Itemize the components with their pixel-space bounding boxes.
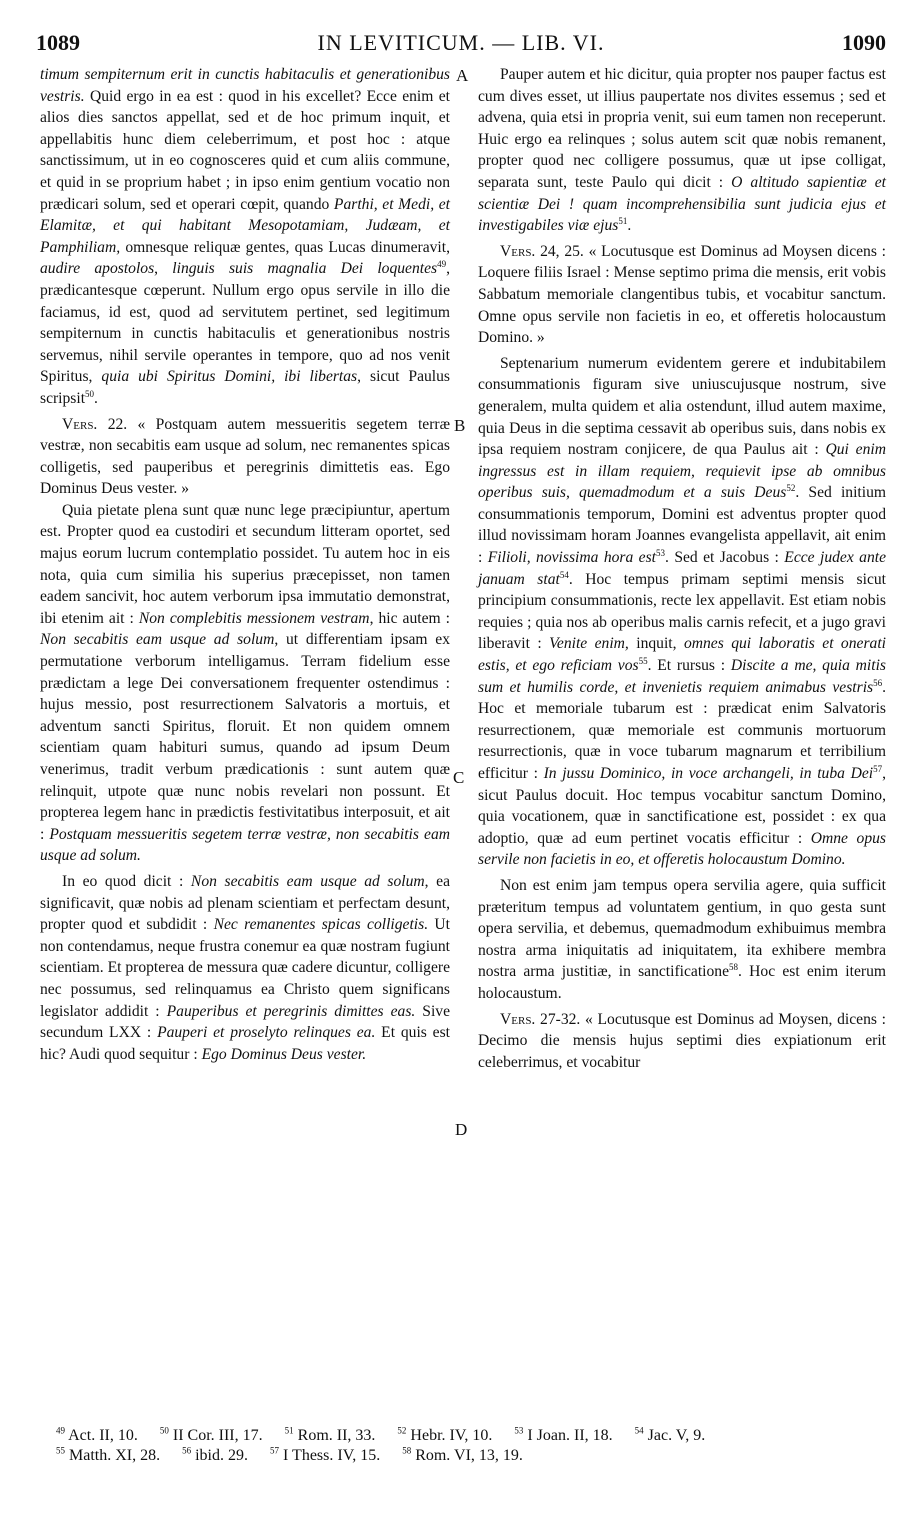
- verse-label: Vers.: [62, 415, 98, 433]
- footnote: [285, 1427, 376, 1444]
- text-run: , hic autem :: [369, 609, 450, 627]
- footnote-number: 53: [514, 1425, 524, 1436]
- text-run: . Hoc et memoriale tubarum est : prædicat enim Salvatoris resurrectionem, quæ memoriale est communis mortuorum resurrectionis, quæ in voce tubarum magnarum et terribilium efficitur :: [478, 678, 886, 782]
- footnote: [514, 1427, 612, 1444]
- text-run: .: [627, 217, 632, 235]
- margin-marker-d: D: [455, 1120, 468, 1139]
- italic-quotation: Ego Dominus Deus vester.: [201, 1045, 367, 1063]
- footnote-ref: 57: [873, 763, 883, 774]
- italic-quotation: Nec remanentes spicas colligetis.: [213, 916, 429, 934]
- footnote-ref: 51: [618, 215, 628, 226]
- italic-quotation: Postquam messueritis segetem terræ vestræ, non secabitis eam usque ad solum.: [40, 825, 450, 865]
- italic-quotation: Pauperi et proselyto relinques ea.: [157, 1024, 376, 1042]
- margin-marker-a: A: [456, 66, 469, 85]
- text-run: 27-32. « Locutusque est Dominus ad Moysen, dicens : Decimo die mensis hujus septimi dies expiationum erit celeberrimus, et vocabitur: [478, 1010, 886, 1071]
- text-run: inquit,: [628, 635, 684, 653]
- footnote-line: [56, 1446, 896, 1466]
- footnote-ref: 58: [729, 962, 739, 973]
- paragraph: [478, 875, 886, 1005]
- footnote-number: 52: [397, 1425, 407, 1436]
- footnote-text: Hebr. IV, 10.: [406, 1427, 493, 1444]
- paragraph: [40, 64, 450, 410]
- paragraph: [478, 64, 886, 237]
- footnote-text: Rom. VI, 13, 19.: [411, 1447, 523, 1464]
- italic-quotation: Ecce judex ante januam stat: [478, 549, 887, 588]
- italic-quotation: timum sempiternum erit in cunctis habitaculis et generationibus vestris.: [40, 66, 450, 105]
- text-run: , sicut Paulus scripsit: [40, 368, 450, 407]
- paragraph: [40, 871, 450, 1065]
- page-header: [36, 30, 886, 60]
- footnote-text: Rom. II, 33.: [293, 1427, 376, 1444]
- footnote: [56, 1427, 138, 1444]
- footnote-number: 50: [159, 1425, 169, 1436]
- footnote-number: 55: [56, 1445, 65, 1456]
- text-run: Pauper autem et hic dicitur, quia propter nos pauper factus est cum dives esset, ut illius paupertate nos divites essemus ; sed et advena, quia etsi in propria venit, sui eum tamen non receperunt. Huic ergo ea relinques ; solus autem scit quæ nobis remanent, propter quod nec colligere possumus, quæ ut ipse colligat, separata sunt, teste Paulo qui dicit :: [478, 66, 886, 191]
- page-number-left: 1089: [36, 30, 80, 55]
- text-run: .: [94, 389, 98, 407]
- italic-quotation: Pauperibus et peregrinis dimittes eas.: [166, 1002, 416, 1020]
- footnote-number: 56: [182, 1445, 192, 1456]
- footnote-text: Jac. V, 9.: [643, 1427, 706, 1444]
- footnote-text: Act. II, 10.: [65, 1427, 138, 1444]
- verse-label: Vers.: [500, 242, 536, 260]
- text-run: In eo quod dicit :: [62, 872, 191, 890]
- footnote-line: [56, 1426, 896, 1446]
- footnote-ref: 49: [437, 259, 447, 270]
- verse-label: Vers.: [500, 1010, 536, 1028]
- footnote-text: I Joan. II, 18.: [523, 1427, 613, 1444]
- footnote: [270, 1447, 380, 1464]
- text-run: Sive secundum LXX :: [40, 1002, 451, 1042]
- footnote: [402, 1447, 523, 1464]
- footnote-ref: 54: [559, 569, 569, 580]
- footnote-text: II Cor. III, 17.: [168, 1427, 263, 1444]
- text-run: Ut non contendamus, neque frustra conemur ea quæ nostram fugiunt scientiam. Et propterea de messura quæ cadere dicuntur, colligere nec possumus, sed relinquamus ea Christo quem significans legislator addidit :: [40, 916, 450, 1020]
- footnote-ref: 52: [786, 483, 796, 494]
- footnote-text: I Thess. IV, 15.: [279, 1447, 381, 1464]
- text-run: , ut differentiam ipsam ex permutatione verborum intelligamus. Terram fidelium esse prædictam a lege Dei conversationem frequenter ostendimus : hujus messio, post resurrectionem Salvatoris a mortuis, et adventum sancti Spiritus, floruit. Et non quidem omnem scientiam quam habituri sumus, quando ad ipsum Deum venerimus, tradit verbum prædicationis : sunt autem quæ relinquit, utpote quæ nunc nobis revelari non possunt. Et propterea legem hanc in prædictis festivitatibus interposuit, et ait :: [40, 631, 450, 843]
- text-run: omnesque reliquæ gentes, quas Lucas dinumeravit,: [120, 238, 450, 256]
- margin-marker-c: C: [453, 768, 465, 787]
- verse-paragraph: [478, 241, 886, 349]
- footnote: [182, 1447, 248, 1464]
- footnote-ref: 50: [85, 388, 95, 399]
- footnote-ref: 55: [638, 655, 648, 666]
- text-run: Non est enim jam tempus opera servilia agere, quia sufficit præteritum tempus ad voluntatem gentium, in quo gesta sunt opera servilia, et debemus, quemadmodum exhibuimus membra nostra arma iniquitatis ad iniquitatem, ita exhibere membra nostra arma justitiæ, in sanctificatione: [478, 876, 886, 981]
- footnote: [397, 1427, 492, 1444]
- page-number-right: 1090: [842, 30, 886, 55]
- text-run: . Hoc est enim iterum holocaustum.: [478, 963, 886, 1002]
- footnote-text: ibid. 29.: [191, 1447, 248, 1464]
- left-column: [40, 64, 450, 1065]
- footnote-number: 49: [56, 1425, 65, 1436]
- footnote-ref: 53: [656, 547, 666, 558]
- margin-marker-b: B: [454, 416, 466, 435]
- italic-quotation: quia ubi Spiritus Domini, ibi libertas: [101, 368, 358, 386]
- running-title: IN LEVITICUM. — LIB. VI.: [317, 30, 605, 55]
- italic-quotation: Omne opus servile non facietis in eo, et offeretis holocaustum Domino.: [478, 829, 886, 869]
- italic-quotation: Filioli, novissima hora est: [487, 549, 657, 567]
- text-run: , ea significavit, quæ nobis ad plenam scientiam et perfectam desunt, propter quod et subdidit :: [40, 872, 451, 934]
- text-run: ,: [154, 260, 173, 278]
- italic-quotation: O altitudo sapientiæ et scientiæ Dei ! quam incomprehensibilia sunt judicia ejus et investigabiles viæ ejus: [478, 173, 886, 235]
- footnote-text: Matth. XI, 28.: [65, 1447, 161, 1464]
- footnote-number: 54: [634, 1425, 644, 1436]
- italic-quotation: Non secabitis eam usque ad solum: [190, 872, 425, 890]
- verse-paragraph: [478, 1009, 886, 1074]
- text-run: Septenarium numerum evidentem gerere et indubitabilem consummationis figuram sive uniuscujusque nostrum, sive generalem, multa quidem et alia ostendunt, illud autem maxime, quia Deus in die septima cessavit ab operibus suis, dans nobis ex ipsa requiem nostram conjicere, de qua Paulus ait :: [478, 354, 886, 459]
- italic-quotation: Discite a me, quia mitis sum et humilis corde, et invenietis requiem animabus vestris: [478, 657, 886, 696]
- italic-quotation: linguis suis magnalia Dei loquentes: [172, 260, 438, 278]
- text-run: . Hoc tempus primam septimi mensis sicut principium consummationis, recte lex appellavit. Est etiam nobis requies ; quia nos ab operibus malis carnis refecit, et a jugo gravi liberavit :: [478, 570, 886, 653]
- italic-quotation: In jussu Dominico, in voce archangeli, in tuba Dei: [543, 765, 874, 782]
- text-run: . Sed initium consummationis temporum, Domini est adventus propter quod illud novissimam horam Joannes evangelista appellavit, ait enim :: [478, 484, 886, 567]
- footnote-number: 57: [270, 1445, 279, 1456]
- italic-quotation: Venite enim,: [549, 635, 629, 653]
- text-run: . Sed et Jacobus :: [665, 549, 785, 567]
- footnote: [160, 1427, 263, 1444]
- footnotes: [56, 1426, 896, 1466]
- footnote: [635, 1427, 706, 1444]
- text-run: 22. « Postquam autem messueritis segetem terræ vestræ, non secabitis eam usque ad solum, nec remanentes spicas colligetis, sed pauperibus et peregrinis dimittetis eas. Ego Dominus Deus vester. »: [40, 415, 450, 498]
- footnote-number: 58: [402, 1445, 412, 1456]
- italic-quotation: Non secabitis eam usque ad solum: [40, 631, 275, 649]
- text-run: Et quis est hic? Audi quod sequitur :: [40, 1024, 450, 1063]
- italic-quotation: audire apostolos: [40, 260, 155, 278]
- italic-quotation: Non complebitis messionem vestram: [138, 609, 370, 627]
- paragraph: [40, 500, 450, 867]
- text-run: Quia pietate plena sunt quæ nunc lege præcipiuntur, apertum est. Propter quod ea custodiri et secundum litteram oportet, sed majus eorum lucrum contemplatio possidet. Tu autem hoc in eis nota, quia cum similia his superius præcepisset, non tamen eadem sancivit, hoc autem verborum ipsa immutatio demonstrat, ibi etenim ait :: [40, 501, 450, 627]
- right-column: [478, 64, 886, 1073]
- text-run: , prædicantesque cœperunt. Nullum ergo opus servile in illo die faciamus, id est, quod ad servitutem pertinet, sed legitimum sempiternum in cunctis habitaculis et generationibus nostris servemus, nihil servile operantes in tempore, quo ad nos venit Spiritus,: [40, 260, 450, 386]
- italic-quotation: Parthi, et Medi, et Elamitæ, et qui habitant Mesopotamiam, Judæam, et Pamphiliam,: [40, 195, 450, 256]
- text-run: , sicut Paulus docuit. Hoc tempus vocabitur sanctum Domino, quia vocationem, quæ in sanctificatione est, possidet : ex qua adoptio, quæ ad eum pertinet vocatis efficitur :: [478, 765, 886, 847]
- paragraph: [478, 353, 886, 871]
- text-run: 24, 25. « Locutusque est Dominus ad Moysen dicens : Loquere filiis Israel : Mense septimo prima die mensis, erit vobis Sabbatum memoriale clangentibus tubis, et vocabitur sanctum. Omne opus servile non facietis in eo, et offeretis holocaustum Domino. »: [478, 242, 886, 347]
- footnote: [56, 1447, 160, 1464]
- footnote-ref: 56: [873, 677, 883, 688]
- footnote-number: 51: [284, 1425, 294, 1436]
- text-run: . Et rursus :: [647, 657, 731, 675]
- text-run: Quid ergo in ea est : quod in his excellet? Ecce enim et alios dies sanctos appellat, sed et de hoc primum inquit, et appellabitis hunc diem celeberrimum, et post hoc : atque sanctissimum, ut in eo cognosceres quid et cum aliis commune, et quid in se proprium habet ; in ipso enim gentium vocatio non prædicari solum, sed et operari cœpit, quando: [40, 87, 450, 213]
- italic-quotation: omnes qui laboratis et onerati estis, et ego reficiam vos: [478, 635, 886, 675]
- italic-quotation: Qui enim ingressus est in illam requiem, requievit ipse ab omnibus operibus suis, quemadmodum et a suis Deus: [478, 441, 886, 502]
- verse-paragraph: [40, 414, 450, 500]
